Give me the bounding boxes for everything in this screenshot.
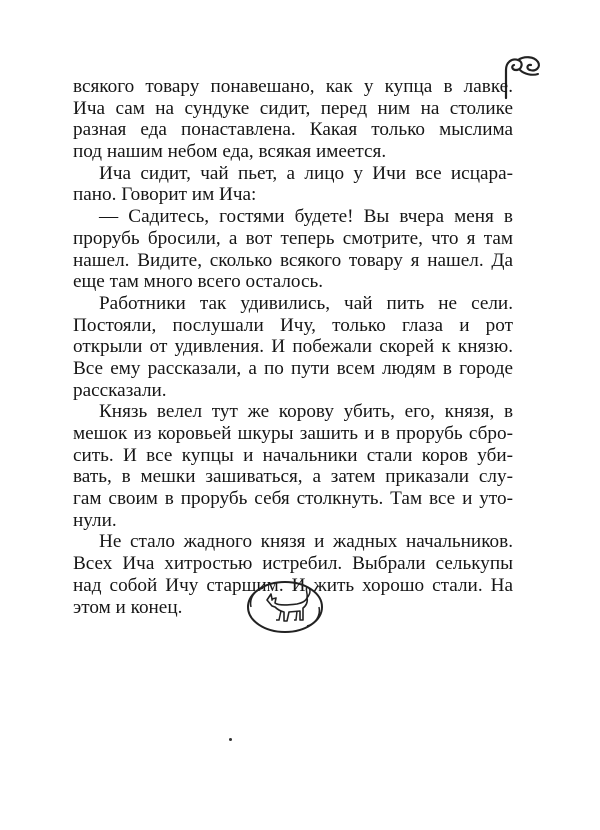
text-line: нули.: [73, 509, 117, 531]
text-line: Постояли, послушали Ичу, только глаза и рот: [73, 314, 513, 336]
text-line: Ича сам на сундуке сидит, перед ним на столике: [73, 97, 513, 119]
text-line: Ича сидит, чай пьет, а лицо у Ичи все исцара-: [99, 162, 513, 184]
text-line: всякого товару понавешано, как у купца в лавке.: [73, 76, 513, 97]
text-line: Все ему рассказали, а по пути всем людям в городе: [73, 357, 513, 379]
text-line: прорубь бросили, а вот теперь смотрите, что я там: [73, 227, 513, 249]
text-line: рассказали.: [73, 379, 167, 401]
text-line: еще там много всего осталось.: [73, 271, 324, 293]
text-line: пано. Говорит им Ича:: [73, 184, 257, 206]
paragraph-1: [73, 76, 513, 163]
text-line: нашел. Видите, сколько всякого товару я нашел. Да: [73, 249, 513, 271]
text-line: Работники так удивились, чай пить не сели.: [99, 292, 513, 314]
text-line: сить. И все купцы и начальники стали коров уби-: [73, 444, 513, 466]
text-line: вать, в мешки зашиваться, а затем приказали слу-: [73, 466, 513, 488]
paragraph-5: [73, 401, 513, 531]
text-line: Князь велел тут же корову убить, его, князя, в: [99, 401, 513, 423]
text-line: гам своим в прорубь себя столкнуть. Там все и уто-: [73, 488, 513, 510]
text-line: открыли от удивления. И побежали скорей к князю.: [73, 336, 513, 358]
text-line: над собой Ичу старшим. И жить хорошо стали. На: [73, 574, 513, 596]
text-line: Всех Ича хитростью истребил. Выбрали селькупы: [73, 553, 513, 575]
dog-vignette-icon: [245, 578, 325, 636]
text-line: разная еда понаставлена. Какая только мыслима: [73, 119, 513, 141]
text-line: — Садитесь, гостями будете! Вы вчера меня в: [99, 206, 513, 228]
story-text: [73, 76, 513, 618]
paragraph-2: [73, 163, 513, 206]
text-line: под нашим небом еда, всякая имеется.: [73, 141, 387, 163]
text-line: мешок из коровьей шкуры зашить и в прорубь сбро-: [73, 423, 513, 444]
stray-ink-dot: [229, 738, 232, 741]
text-line: этом и конец.: [73, 596, 183, 618]
paragraph-3: [73, 206, 513, 293]
text-line: Не стало жадного князя и жадных начальников.: [99, 531, 513, 553]
paragraph-4: [73, 293, 513, 401]
